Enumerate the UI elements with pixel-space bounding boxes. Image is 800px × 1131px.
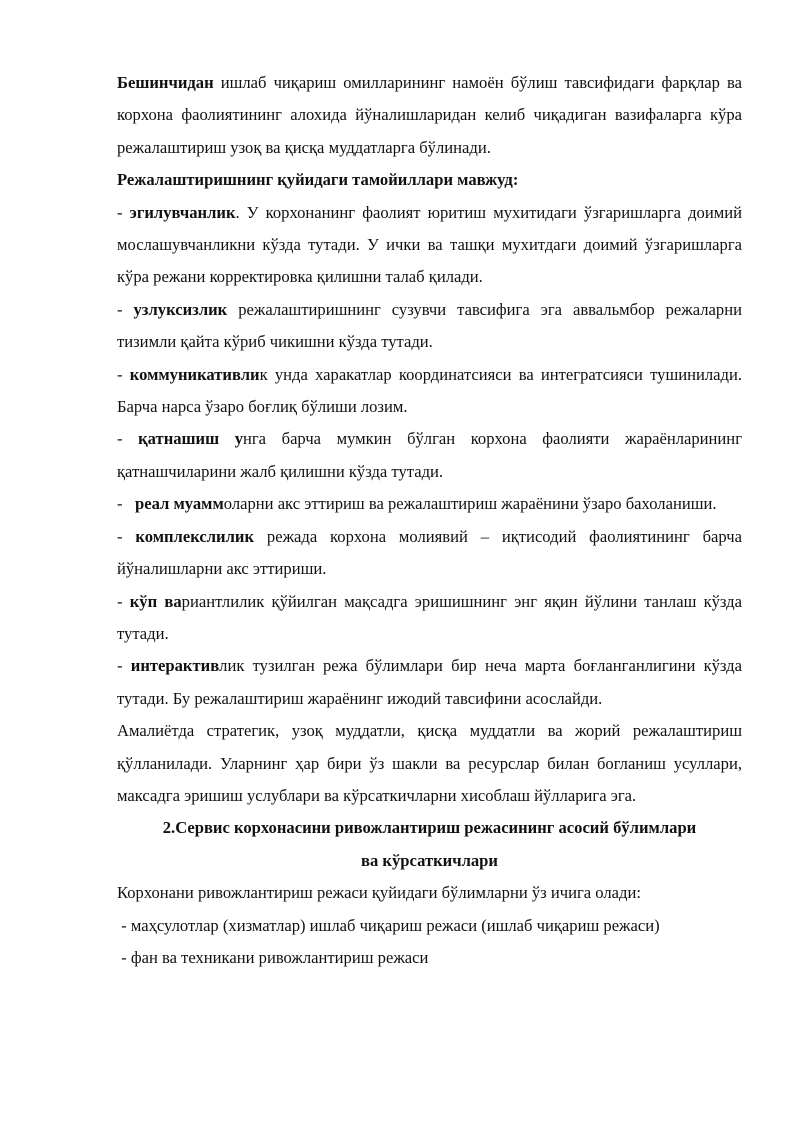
principle-continuity (117, 294, 742, 359)
bold-term: кўп ва (129, 591, 182, 611)
dash: - (117, 494, 135, 514)
bold-term: коммуникативли (129, 364, 260, 384)
paragraph-text: - фан ва техникани ривожлантириш режаси (117, 947, 429, 967)
paragraph-text: ишлаб чиқариш омилларининг намоён бўлиш тавсифидаги фарқлар ва корхона фаолиятининг алохида йўналишларидан келиб чиқадиган вазифаларга кўра режалаштириш узоқ ва қисқа муддатларга бўлинади. (117, 73, 742, 157)
paragraph-text: - маҳсулотлар (хизматлар) ишлаб чиқариш режаси (ишлаб чиқариш режаси) (117, 915, 660, 935)
paragraph-text: оларни акс эттириш ва режалаштириш жараёнини ўзаро бахоланиши. (223, 494, 717, 514)
paragraph-text: лик тузилган режа бўлимлари бир неча марта боғланганлигини кўзда тутади. Бу режалаштириш жараёнинг ижодий тавсифини асослайди. (117, 656, 742, 708)
bold-term: реал муамм (134, 494, 224, 514)
paragraph-1 (117, 67, 742, 164)
paragraph-text: к унда харакатлар координатсияси ва интегратсияси тушинилади. Барча нарса ўзаро боғлиқ бўлиши лозим. (117, 364, 742, 417)
dash: - (117, 526, 136, 546)
dash: - (117, 299, 134, 319)
bold-term: интерактив (130, 656, 220, 676)
dash: - (117, 656, 131, 676)
principle-interactivity (117, 650, 742, 715)
bold-term: узлуксизлик (133, 299, 228, 319)
bold-term: қатнашиш у (138, 429, 243, 449)
paragraph-text: режалаштиришнинг сузувчи тавсифига эга аввальмбор режаларни тизимли қайта кўриб чикишни кўзда тутади. (117, 299, 742, 352)
bold-term: комплекслилик (135, 526, 255, 546)
principle-multivariance (117, 586, 742, 651)
principles-heading: Режалаштиришнинг қуйидаги тамойиллари мавжуд: (117, 170, 519, 190)
principle-complexity (117, 521, 742, 586)
heading-line-2: ва кўрсаткичлари (361, 850, 498, 870)
paragraph-text: . У корхонанинг фаолият юритиш мухитидаги ўзгаришларга доимий мослашувчанликни кўзда тутади. У ички ва ташқи мухитдаги доимий ўзгаришларга кўра режани корректировка қилишни талаб қилади. (117, 202, 742, 287)
paragraph-text: нга барча мумкин бўлган корхона фаолияти жараёнларининг қатнашчиларини жалб қилишни кўзда тутади. (117, 429, 742, 481)
principle-flexibility (117, 197, 742, 294)
heading-line-1: 2.Сервис корхонасини ривожлантириш режасининг асосий бўлимлари (162, 818, 697, 838)
document-body (117, 67, 742, 974)
list-item-production-plan (117, 910, 742, 942)
dash: - (117, 591, 130, 611)
bold-term: эгилувчанлик (129, 202, 236, 222)
principle-participation (117, 423, 742, 488)
list-item-science-plan (117, 942, 742, 974)
paragraph-text: риантлилик қўйилган мақсадга эришишнинг энг яқин йўлини танлаш кўзда тутади. (117, 591, 742, 643)
paragraph-2 (117, 164, 742, 196)
bold-term: Бешинчидан (117, 73, 214, 92)
dash: - (117, 429, 139, 449)
dash: - (117, 202, 130, 222)
section-heading (117, 812, 742, 877)
paragraph-text: режада корхона молиявий – иқтисодий фаолиятининг барча йўналишларни акс эттириши. (117, 526, 742, 579)
paragraph-practice (117, 715, 742, 812)
principle-real-problems (117, 488, 742, 520)
paragraph-text: Корхонани ривожлантириш режаси қуйидаги бўлимларни ўз ичига олади: (117, 883, 641, 903)
paragraph-plan-intro (117, 877, 742, 909)
dash: - (117, 364, 130, 384)
principle-communicativity (117, 359, 742, 424)
paragraph-text: Амалиётда стратегик, узоқ муддатли, қисқа муддатли ва жорий режалаштириш қўлланилади. Уларнинг ҳар бири ўз шакли ва ресурслар билан богланиш усуллари, максадга эришиш услублари ва кўрсаткичларни хисоблаш йўлларига эга. (117, 721, 742, 805)
